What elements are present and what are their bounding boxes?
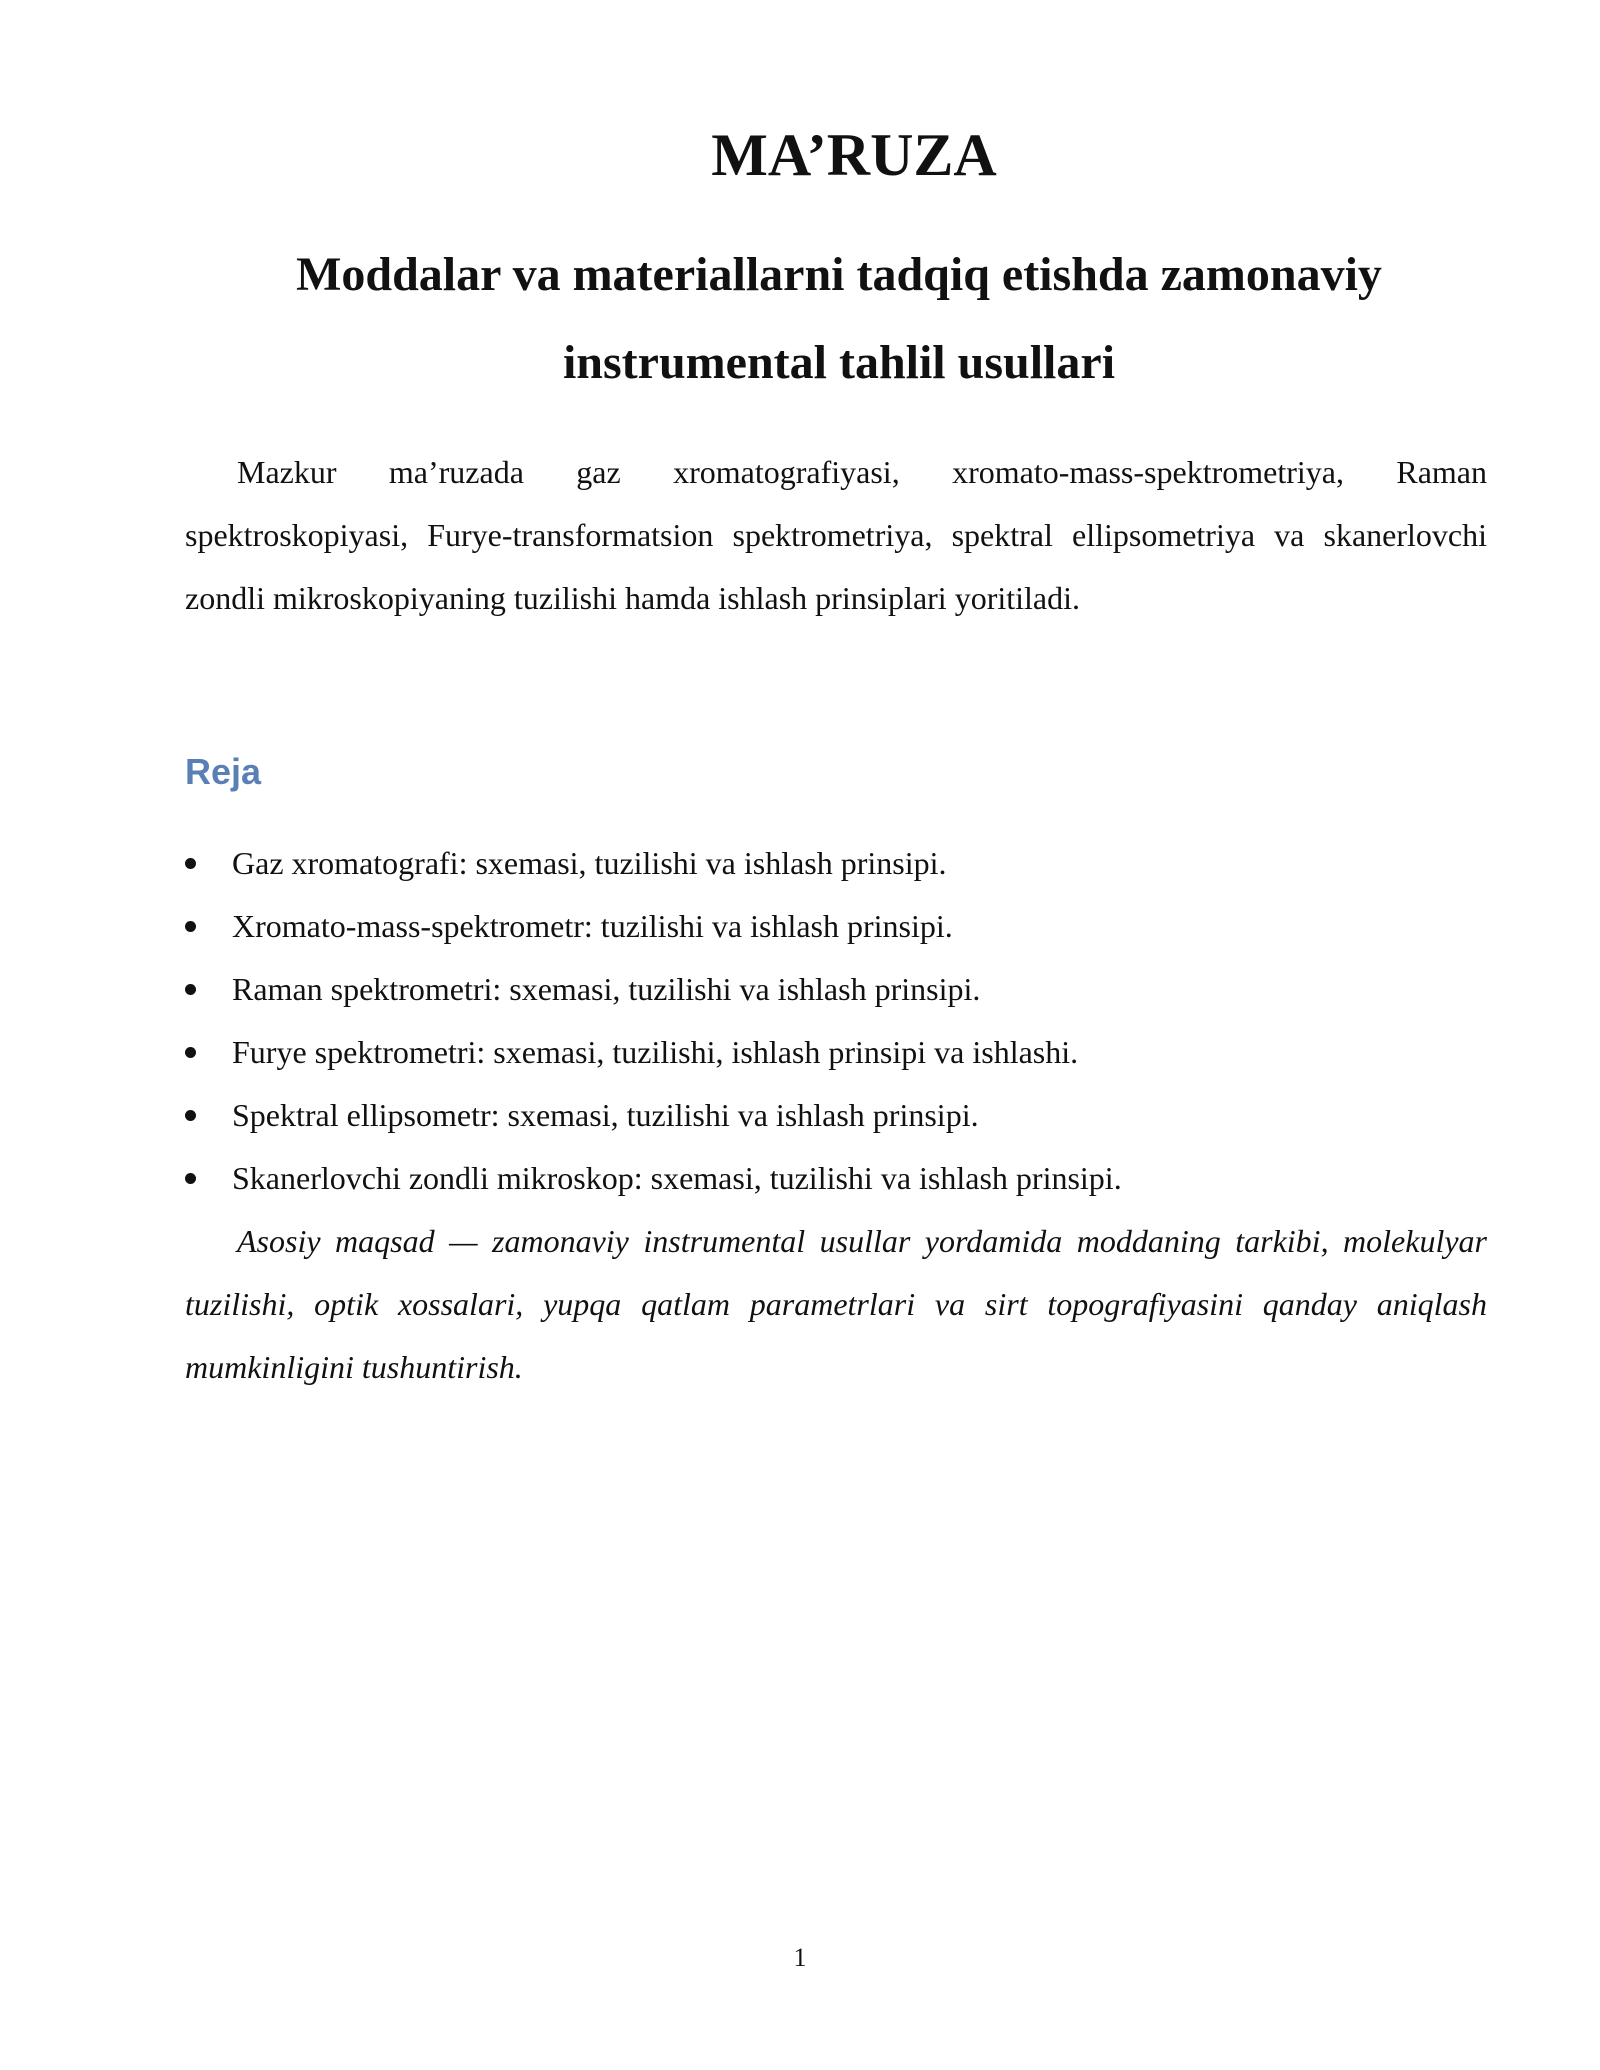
plan-list [185,832,1487,1210]
page-content [185,115,1487,1399]
bullet-icon [185,984,196,995]
bullet-icon [185,1173,196,1184]
bullet-icon [185,1047,196,1058]
plan-item-text: Skanerlovchi zondli mikroskop: sxemasi, tuzilishi va ishlash prinsipi. [232,1160,1122,1196]
document-title: MA’RUZA [711,122,997,188]
plan-item [185,958,1487,1021]
goal-paragraph: Asosiy maqsad — zamonaviy instrumental usullar yordamida moddaning tarkibi, molekulyar tuzilishi, optik xossalari, yupqa qatlam parametrlari va sirt topografiyasini qanday aniqlash mumkinligini tushuntirish. [185,1223,1487,1385]
bullet-icon [185,1110,196,1121]
plan-item [185,1084,1487,1147]
plan-item [185,1147,1487,1210]
plan-item-text: Spektral ellipsometr: sxemasi, tuzilishi va ishlash prinsipi. [232,1097,979,1133]
subtitle-line-1: Moddalar va materiallarni tadqiq etishda zamonaviy [296,248,1382,301]
plan-item [185,1021,1487,1084]
plan-item-text: Gaz xromatografi: sxemasi, tuzilishi va ishlash prinsipi. [232,845,947,881]
intro-paragraph: Mazkur ma’ruzada gaz xromatografiyasi, xromato-mass-spektrometriya, Raman spektroskopiyasi, Furye-transformatsion spektrometriya, spektral ellipsometriya va skanerlovchi zondli mikroskopiyaning tuzilishi hamda ishlash prinsiplari yoritiladi. [185,454,1487,616]
plan-item-text: Xromato-mass-spektrometr: tuzilishi va ishlash prinsipi. [232,908,953,944]
plan-heading: Reja [185,751,262,792]
plan-item [185,832,1487,895]
document-subtitle [185,231,1487,407]
plan-item-text: Raman spektrometri: sxemasi, tuzilishi va ishlash prinsipi. [232,971,981,1007]
bullet-icon [185,858,196,869]
plan-item-text: Furye spektrometri: sxemasi, tuzilishi, ishlash prinsipi va ishlashi. [232,1034,1079,1070]
plan-item [185,895,1487,958]
page-number: 1 [793,1943,807,1972]
bullet-icon [185,921,196,932]
subtitle-line-2: instrumental tahlil usullari [562,336,1116,389]
